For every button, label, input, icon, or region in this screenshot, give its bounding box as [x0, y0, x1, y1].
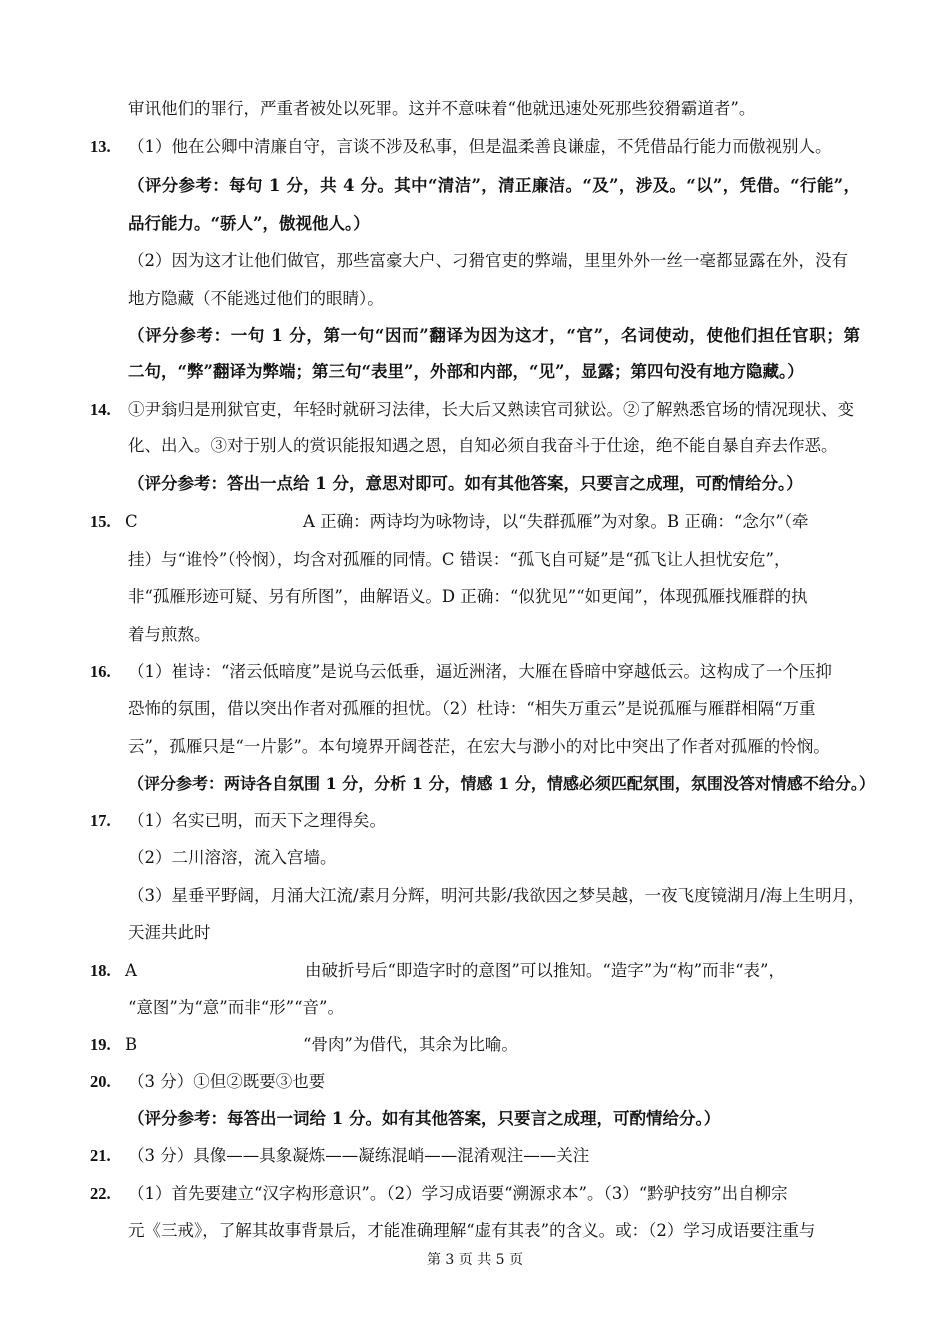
answer-13-2: （2）因为这才让他们做官，那些富豪大户、刁猾官吏的弊端，里里外外一丝一毫都显露在外，没有 — [128, 251, 848, 270]
answer-16-cont-1: 恐怖的氛围，借以突出作者对孤雁的担忧。（2）杜诗：“相失万重云”是说孤雁与雁群相隔“万重 — [128, 699, 816, 718]
question-number-20: 20. — [90, 1072, 111, 1091]
answer-16-cont-2: 云”，孤雁只是“一片影”。本句境界开阔苍茫，在宏大与渺小的对比中突出了作者对孤雁的怜悯。 — [128, 737, 830, 756]
answer-19-explanation: “骨肉”为借代，其余为比喻。 — [303, 1035, 518, 1054]
scoring-note-20: （评分参考：每答出一词给 1 分。如有其他答案，只要言之成理，可酌情给分。） — [128, 1109, 721, 1128]
question-number-14: 14. — [90, 400, 111, 419]
answer-choice-15: C — [125, 512, 138, 531]
answer-15-explanation: A 正确：两诗均为咏物诗，以“失群孤雁”为对象。B 正确：“念尔”（牵 — [303, 512, 809, 531]
scoring-note-13-2-cont: 二句，“弊”翻译为弊端；第三句“表里”，外部和内部，“见”，显露；第四句没有地方隐藏。） — [128, 362, 804, 381]
answer-14: ①尹翁归是刑狱官吏，年轻时就研习法律，长大后又熟读官司狱讼。②了解熟悉官场的情况现状、变 — [128, 400, 854, 419]
question-number-18: 18. — [90, 961, 111, 980]
scoring-note-16: （评分参考：两诗各自氛围 1 分，分析 1 分，情感 1 分，情感必须匹配氛围，氛围没答对情感不给分。） — [128, 774, 875, 793]
question-number-19: 19. — [90, 1035, 111, 1054]
answer-14-cont: 化、出入。③对于别人的赏识能报知遇之恩，自知必须自我奋斗于仕途，绝不能自暴自弃去作恶。 — [128, 436, 838, 455]
answer-17-1: （1）名实已明，而天下之理得矣。 — [128, 811, 386, 830]
page-footer: 第 3 页 共 5 页 — [426, 1252, 524, 1268]
scoring-note-13-2: （评分参考：一句 1 分，第一句“因而”翻译为因为这才，“官”，名词使动，使他们担任官职；第 — [128, 326, 860, 345]
answer-17-2: （2）二川溶溶，流入宫墙。 — [128, 848, 337, 867]
answer-22: （1）首先要建立“汉字构形意识”。（2）学习成语要“溯源求本”。（3）“黔驴技穷”出自柳宗 — [128, 1184, 788, 1203]
question-number-16: 16. — [90, 662, 111, 681]
answer-choice-19: B — [125, 1035, 138, 1054]
scoring-note-14: （评分参考：答出一点给 1 分，意思对即可。如有其他答案，只要言之成理，可酌情给分。） — [128, 474, 803, 493]
question-number-17: 17. — [90, 811, 111, 830]
answer-13-2-cont: 地方隐藏（不能逃过他们的眼睛）。 — [128, 289, 384, 308]
answer-22-cont: 元《三戒》，了解其故事背景后，才能准确理解“虚有其表”的含义。或：（2）学习成语要注重与 — [128, 1221, 816, 1240]
question-number-13: 13. — [90, 137, 111, 156]
answer-17-3-cont: 天涯共此时 — [128, 923, 211, 942]
answer-21: （3 分）具像——具象凝炼——凝练混峭——混淆观注——关注 — [128, 1146, 590, 1165]
answer-20: （3 分）①但②既要③也要 — [128, 1072, 326, 1091]
answer-18-explanation: 由破折号后“即造字时的意图”可以推知。“造字”为“构”而非“表”， — [305, 961, 785, 980]
text-line: 审讯他们的罪行，严重者被处以死罪。这并不意味着“他就迅速处死那些狡猾霸道者”。 — [128, 99, 756, 118]
answer-15-cont-1: 挂）与“谁怜”（怜悯），均含对孤雁的同情。C 错误：“孤飞自可疑”是“孤飞让人担忧安危”， — [128, 550, 791, 569]
answer-choice-18: A — [125, 961, 137, 980]
scoring-note-13-1-cont: 品行能力。“骄人”，傲视他人。） — [128, 214, 370, 233]
answer-18-cont: “意图”为“意”而非“形”“音”。 — [128, 998, 344, 1017]
question-number-22: 22. — [90, 1184, 111, 1203]
scoring-note-13-1: （评分参考：每句 1 分，共 4 分。其中“清洁”，清正廉洁。“及”，涉及。“以”，凭借。“行能”， — [128, 176, 860, 195]
question-number-15: 15. — [90, 512, 111, 531]
answer-15-cont-2: 非“孤雁形迹可疑、另有所图”，曲解语义。D 正确：“似犹见”“如更闻”，体现孤雁找雁群的执 — [128, 587, 808, 606]
answer-17-3: （3）星垂平野阔，月涌大江流/素月分辉，明河共影/我欲因之梦吴越，一夜飞度镜湖月/海上生明月， — [128, 886, 865, 905]
question-number-21: 21. — [90, 1146, 111, 1165]
answer-13-1: （1）他在公卿中清廉自守，言谈不涉及私事，但是温柔善良谦虚，不凭借品行能力而傲视别人。 — [128, 137, 832, 156]
answer-16: （1）崔诗：“渚云低暗度”是说乌云低垂，逼近洲渚，大雁在昏暗中穿越低云。这构成了一个压抑 — [128, 662, 832, 681]
answer-15-cont-3: 着与煎熬。 — [128, 625, 211, 644]
